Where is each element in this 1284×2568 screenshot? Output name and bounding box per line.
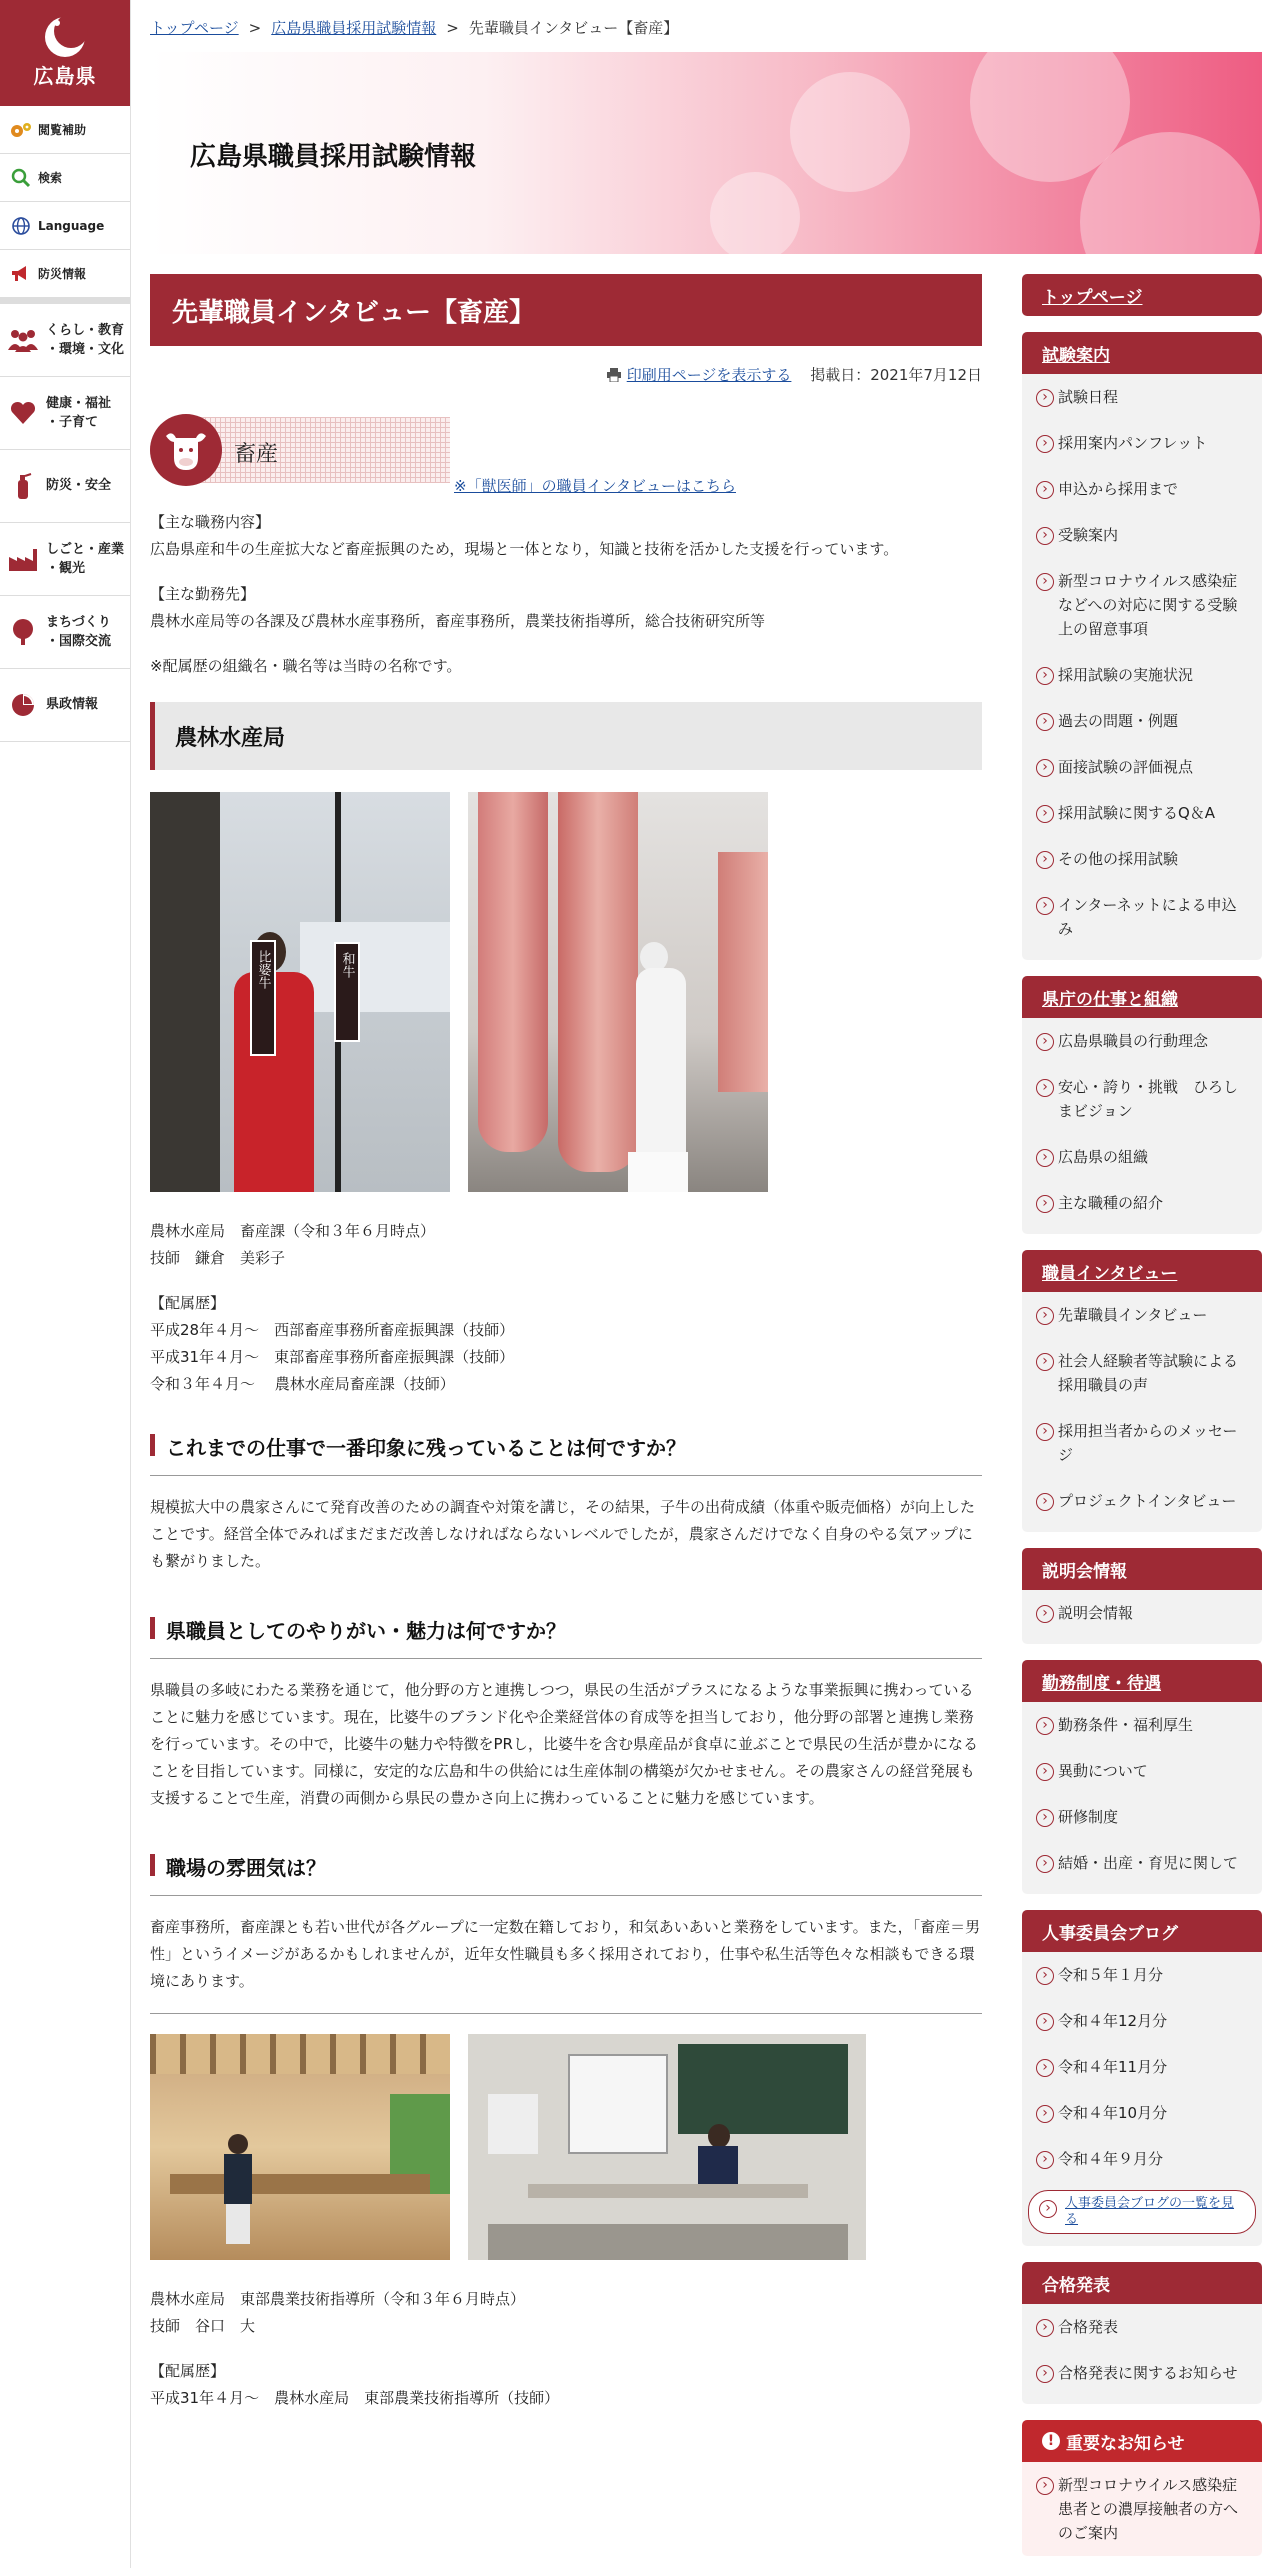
career-item: 平成31年４月～ 農林水産局 東部農業技術指導所（技師） — [150, 2389, 560, 2407]
sidebar-category-disaster[interactable] — [0, 450, 130, 523]
banner-decoration — [710, 172, 800, 254]
nav-item[interactable]: › 新型コロナウイルス感染症患者との濃厚接触者の方へのご案内 — [1022, 2462, 1262, 2556]
nav-item[interactable]: › 広島県職員の行動理念 — [1022, 1018, 1262, 1064]
nav-section-heading[interactable]: 県庁の仕事と組織 — [1022, 976, 1262, 1018]
site-logo[interactable] — [0, 0, 130, 106]
nav-section — [1022, 1660, 1262, 1894]
sidebar-category-living[interactable] — [0, 304, 130, 377]
person2-affiliation: 農林水産局 東部農業技術指導所（令和３年６月時点） — [150, 2290, 526, 2308]
sidebar-category-health[interactable] — [0, 377, 130, 450]
nav-sections — [1022, 332, 1262, 2404]
nav-item[interactable]: › 採用試験に関するQ＆A — [1022, 790, 1262, 836]
photo-row-1 — [150, 792, 982, 1192]
category-label: 畜産 — [234, 442, 279, 467]
career-item: 令和３年４月～ 農林水産局畜産課（技師） — [150, 1375, 455, 1393]
workplace-text: 農林水産局等の各課及び農林水産事務所，畜産事務所，農業技術指導所，総合技術研究所等 — [150, 612, 766, 630]
photo-row-2 — [150, 2034, 982, 2260]
duties-block — [150, 509, 982, 563]
person1-info — [150, 1218, 982, 1272]
category-line1: 県政情報 — [46, 697, 99, 713]
alert-icon: ! — [1042, 2432, 1060, 2450]
answer-text: 畜産事務所，畜産課とも若い世代が各グループに一定数在籍しており，和気あいあいと業務をしています。また，「畜産＝男性」というイメージがあるかもしれませんが，近年女性職員も多く採用されており，仕事や私生活等色々な相談もできる環境にあります。 — [150, 1918, 981, 1990]
question-heading: 職場の雰囲気は？ — [150, 1852, 982, 1896]
person1-affiliation: 農林水産局 畜産課（令和３年６月時点） — [150, 1222, 436, 1240]
photo-seminar — [468, 2034, 866, 2260]
globe-icon — [10, 215, 32, 237]
nav-section-heading: 説明会情報 — [1022, 1548, 1262, 1590]
nav-item[interactable]: › 令和４年12月分 — [1022, 1998, 1262, 2044]
nav-item[interactable]: › その他の採用試験 — [1022, 836, 1262, 882]
heart-icon — [6, 396, 40, 430]
sidebar-category-work[interactable] — [0, 523, 130, 596]
fire-extinguisher-icon — [6, 469, 40, 503]
nav-item[interactable]: › 過去の問題・例題 — [1022, 698, 1262, 744]
nav-item[interactable]: › 勤務条件・福利厚生 — [1022, 1702, 1262, 1748]
nav-section-heading: 合格発表 — [1022, 2262, 1262, 2304]
nav-section-heading[interactable]: 勤務制度・待遇 — [1022, 1660, 1262, 1702]
nav-item[interactable]: › 受験案内 — [1022, 512, 1262, 558]
section-divider — [150, 2013, 982, 2014]
nav-item[interactable]: › 採用試験の実施状況 — [1022, 652, 1262, 698]
nav-section-heading: 人事委員会ブログ — [1022, 1910, 1262, 1952]
question-heading: これまでの仕事で一番印象に残っていることは何ですか？ — [150, 1432, 982, 1476]
print-page-link[interactable]: 印刷用ページを表示する — [626, 366, 792, 384]
nav-item[interactable]: › インターネットによる申込み — [1022, 882, 1262, 952]
important-notice-title: 重要なお知らせ — [1066, 2433, 1185, 2454]
breadcrumb-separator: > — [248, 19, 262, 37]
category-line2: ・環境・文化 — [46, 342, 125, 357]
util-label: 防災情報 — [38, 267, 87, 281]
gears-icon — [10, 119, 32, 141]
veterinarian-interview-link[interactable]: ※「獣医師」の職員インタビューはこちら — [454, 477, 736, 495]
duties-heading: 【主な職務内容】 — [150, 513, 271, 531]
nav-item[interactable]: › 異動について — [1022, 1748, 1262, 1794]
category-line1: しごと・産業 — [46, 541, 125, 557]
nav-top-page-link[interactable]: トップページ — [1022, 274, 1262, 316]
nav-section-heading[interactable]: 職員インタビュー — [1022, 1250, 1262, 1292]
nav-item[interactable]: › 令和４年11月分 — [1022, 2044, 1262, 2090]
nav-item[interactable]: › 合格発表に関するお知らせ — [1022, 2350, 1262, 2396]
category-block — [150, 417, 982, 495]
nav-item[interactable]: › 合格発表 — [1022, 2304, 1262, 2350]
category-line2: ・子育て — [46, 415, 99, 430]
nav-item[interactable]: › 主な職種の紹介 — [1022, 1180, 1262, 1226]
nav-item[interactable]: › 採用担当者からのメッセージ — [1022, 1408, 1262, 1478]
nav-item[interactable]: › 広島県の組織 — [1022, 1134, 1262, 1180]
nav-item[interactable]: › 先輩職員インタビュー — [1022, 1292, 1262, 1338]
category-line1: まちづくり — [46, 614, 111, 630]
person2-info — [150, 2286, 982, 2340]
section-heading: 農林水産局 — [150, 702, 982, 770]
util-disaster-info[interactable] — [0, 250, 130, 298]
duties-text: 広島県産和牛の生産拡大など畜産振興のため，現場と一体となり，知識と技術を活かした支援を行っています。 — [150, 540, 899, 558]
banner-flag-text: 和牛 — [339, 952, 355, 978]
page-title: 先輩職員インタビュー【畜産】 — [150, 274, 982, 346]
sidebar-category-town[interactable] — [0, 596, 130, 669]
nav-item[interactable]: › 社会人経験者等試験による採用職員の声 — [1022, 1338, 1262, 1408]
category-line2: ・観光 — [46, 561, 86, 576]
nav-item[interactable]: › 説明会情報 — [1022, 1590, 1262, 1636]
category-line1: 健康・福祉 — [46, 395, 112, 411]
nav-item[interactable]: › 安心・誇り・挑戦 ひろしまビジョン — [1022, 1064, 1262, 1134]
category-line1: くらし・教育 — [46, 322, 125, 338]
question-heading: 県職員としてのやりがい・魅力は何ですか？ — [150, 1615, 982, 1659]
site-banner — [150, 52, 1262, 254]
category-line1: 防災・安全 — [46, 478, 112, 494]
nav-item[interactable]: › 結婚・出産・育児に関して — [1022, 1840, 1262, 1886]
career-item: 平成31年４月～ 東部畜産事務所畜産振興課（技師） — [150, 1348, 515, 1366]
breadcrumb-current: 先輩職員インタビュー【畜産】 — [468, 19, 679, 37]
megaphone-icon — [10, 263, 32, 285]
nav-item[interactable]: › 新型コロナウイルス感染症などへの対応に関する受験上の留意事項 — [1022, 558, 1262, 652]
left-sidebar — [0, 0, 131, 2568]
nav-item[interactable]: › 申込から採用まで — [1022, 466, 1262, 512]
banner-title: 広島県職員採用試験情報 — [190, 142, 477, 172]
career-heading: 【配属歴】 — [150, 2362, 226, 2380]
nav-item[interactable]: › 令和４年９月分 — [1022, 2136, 1262, 2182]
nav-section — [1022, 1910, 1262, 2246]
nav-item[interactable]: › 面接試験の評価視点 — [1022, 744, 1262, 790]
town-icon — [6, 615, 40, 649]
nav-section — [1022, 332, 1262, 960]
util-search[interactable] — [0, 154, 130, 202]
person1-career — [150, 1290, 982, 1398]
nav-section — [1022, 2262, 1262, 2404]
important-notice-heading — [1022, 2420, 1262, 2462]
nav-section-heading[interactable]: 試験案内 — [1022, 332, 1262, 374]
photo-barn — [150, 2034, 450, 2260]
person2-career — [150, 2358, 982, 2412]
logo-text: 広島県 — [33, 64, 97, 88]
util-label: Language — [38, 218, 105, 233]
util-language[interactable] — [0, 202, 130, 250]
blog-list-link[interactable]: › 人事委員会ブログの一覧を見る — [1028, 2190, 1256, 2234]
sidebar-category-prefecture[interactable] — [0, 669, 130, 742]
answer-text: 規模拡大中の農家さんにて発育改善のための調査や対策を講じ，その結果，子牛の出荷成績（体重や販売価格）が向上したことです。経営全体でみればまだまだ改善しなければならないレベルでしたが，農家さんだけでなく自身のやる気アップにも繋がりました。 — [150, 1498, 976, 1570]
category-line2: ・国際交流 — [46, 634, 112, 649]
breadcrumb-separator: > — [446, 19, 459, 37]
career-heading: 【配属歴】 — [150, 1294, 226, 1312]
nav-item[interactable]: › 試験日程 — [1022, 374, 1262, 420]
cow-icon — [150, 414, 222, 486]
nav-item[interactable]: › 令和５年１月分 — [1022, 1952, 1262, 1998]
nav-section — [1022, 976, 1262, 1234]
workplace-block — [150, 581, 982, 635]
util-reading-aid[interactable] — [0, 106, 130, 154]
breadcrumb-home-link[interactable]: トップページ — [150, 19, 239, 37]
photo-carcass-inspection — [468, 792, 768, 1192]
important-notice-box — [1022, 2420, 1262, 2556]
main-content — [150, 274, 982, 2412]
factory-icon — [6, 542, 40, 576]
crescent-logo-icon — [0, 0, 130, 60]
util-label: 検索 — [38, 171, 63, 185]
breadcrumb — [150, 17, 678, 38]
print-row — [150, 364, 982, 385]
pie-chart-icon — [6, 688, 40, 722]
people-icon — [6, 323, 40, 357]
nav-item[interactable]: › 研修制度 — [1022, 1794, 1262, 1840]
printer-icon — [607, 368, 621, 382]
photo-staff-with-banners — [150, 792, 450, 1192]
workplace-heading: 【主な勤務先】 — [150, 585, 256, 603]
nav-section — [1022, 1250, 1262, 1532]
nav-item[interactable]: › プロジェクトインタビュー — [1022, 1478, 1262, 1524]
search-icon — [10, 167, 32, 189]
person1-name: 技師 鎌倉 美彩子 — [150, 1249, 286, 1267]
person2-name: 技師 谷口 大 — [150, 2317, 256, 2335]
nav-section — [1022, 1548, 1262, 1644]
note-text: ※配属歴の組織名・職名等は当時の名称です。 — [150, 657, 462, 675]
posted-date: 掲載日：2021年7月12日 — [810, 366, 982, 384]
breadcrumb-parent-link[interactable]: 広島県職員採用試験情報 — [271, 19, 437, 37]
banner-flag-text: 比婆牛 — [255, 950, 271, 989]
career-item: 平成28年４月～ 西部畜産事務所畜産振興課（技師） — [150, 1321, 515, 1339]
util-label: 閲覧補助 — [38, 123, 87, 137]
banner-decoration — [790, 72, 910, 192]
right-navigation — [1022, 274, 1262, 2556]
nav-item[interactable]: › 採用案内パンフレット — [1022, 420, 1262, 466]
answer-text: 県職員の多岐にわたる業務を通じて，他分野の方と連携しつつ，県民の生活がプラスになるような事業振興に携わっていることに魅力を感じています。現在，比婆牛のブランド化や企業経営体の育成等を担当しており，他分野の部署と連携し業務を行っています。その中で，比婆牛の魅力や特徴をPRし，比婆牛を含む県産品が食卓に並ぶことで県民の生活が豊かになることを目指しています。同様に，安定的な広島和牛の供給には生産体制の構築が欠かせません。その農家さんの経営発展も支援することで生産，消費の両側から県民の豊かさ向上に携わっていることに魅力を感じています。 — [150, 1681, 978, 1807]
nav-item[interactable]: › 令和４年10月分 — [1022, 2090, 1262, 2136]
